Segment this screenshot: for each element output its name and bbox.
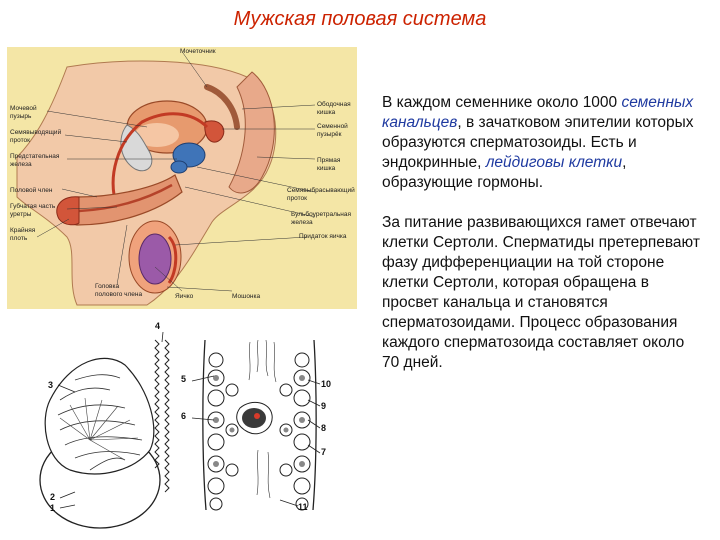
- label-penis: Половой член: [10, 187, 53, 194]
- paragraph-sertoli: За питание развивающихся гамет отвечают клетки Сертоли. Сперматиды претерпевают фазу дифференциации на той стороне клетки Сертоли, которая обращена в просвет канальца и становятся сперматозоидами. Процесс образования каждого сперматозоида составляет около 70 дней.: [382, 214, 700, 371]
- tubule-number-2: 2: [50, 492, 56, 502]
- label-glans: Головка полового члена: [95, 283, 143, 298]
- label-testis: Яичко: [175, 293, 194, 300]
- label-foreskin: Крайняя плоть: [10, 227, 36, 242]
- tubule-drawing: [30, 320, 350, 530]
- label-ejaculatory-duct: Семявыбрасывающий проток: [287, 187, 355, 202]
- tubule-number-7: 7: [321, 447, 327, 457]
- label-ureter: Мочеточник: [180, 48, 216, 55]
- label-rectum: Прямая кишка: [317, 157, 341, 172]
- term-leydig-cells: лейдиговы клетки: [485, 154, 623, 171]
- tubule-number-6: 6: [181, 411, 187, 421]
- term-seminiferous-tubules: семенных канальцев: [382, 94, 694, 131]
- description-text: [382, 93, 702, 393]
- label-seminal-vesicle: Семенной пузырёк: [317, 123, 348, 138]
- tubule-number-8: 8: [321, 423, 327, 433]
- tubule-number-5: 5: [181, 374, 187, 384]
- p1-text-1: В каждом семеннике около 1000: [382, 94, 622, 111]
- tubule-number-10: 10: [321, 379, 332, 389]
- page-title: Мужская половая система: [233, 8, 487, 30]
- anatomy-drawing: [7, 47, 357, 309]
- paragraph-tubules: [382, 93, 702, 193]
- label-prostate: Предстательная железа: [10, 153, 60, 168]
- tubule-number-11: 11: [298, 502, 308, 512]
- label-bulbourethral-gland: Бульбоуретральная железа: [291, 211, 351, 226]
- tubule-number-1: 1: [50, 503, 56, 513]
- p1-text-3: , образующие гормоны.: [382, 154, 627, 191]
- label-epididymis: Придаток яичка: [299, 233, 347, 240]
- label-scrotum: Мошонка: [232, 293, 261, 300]
- tubule-number-9: 9: [321, 401, 327, 411]
- label-bladder: Мочевой пузырь: [10, 105, 37, 120]
- tubule-number-3: 3: [48, 380, 54, 390]
- tubule-number-4: 4: [155, 321, 161, 331]
- label-colon: Ободочная кишка: [317, 101, 351, 116]
- male-reproductive-anatomy-figure: [7, 47, 357, 309]
- label-vas-deferens: Семявыводящий проток: [10, 129, 62, 144]
- label-spongy-urethra: Губчатая часть уретры: [10, 203, 56, 218]
- p1-text-2: , в зачатковом эпителии которых образуются сперматозоиды. Есть и эндокринные,: [382, 114, 694, 171]
- seminiferous-tubule-figure: [30, 320, 350, 530]
